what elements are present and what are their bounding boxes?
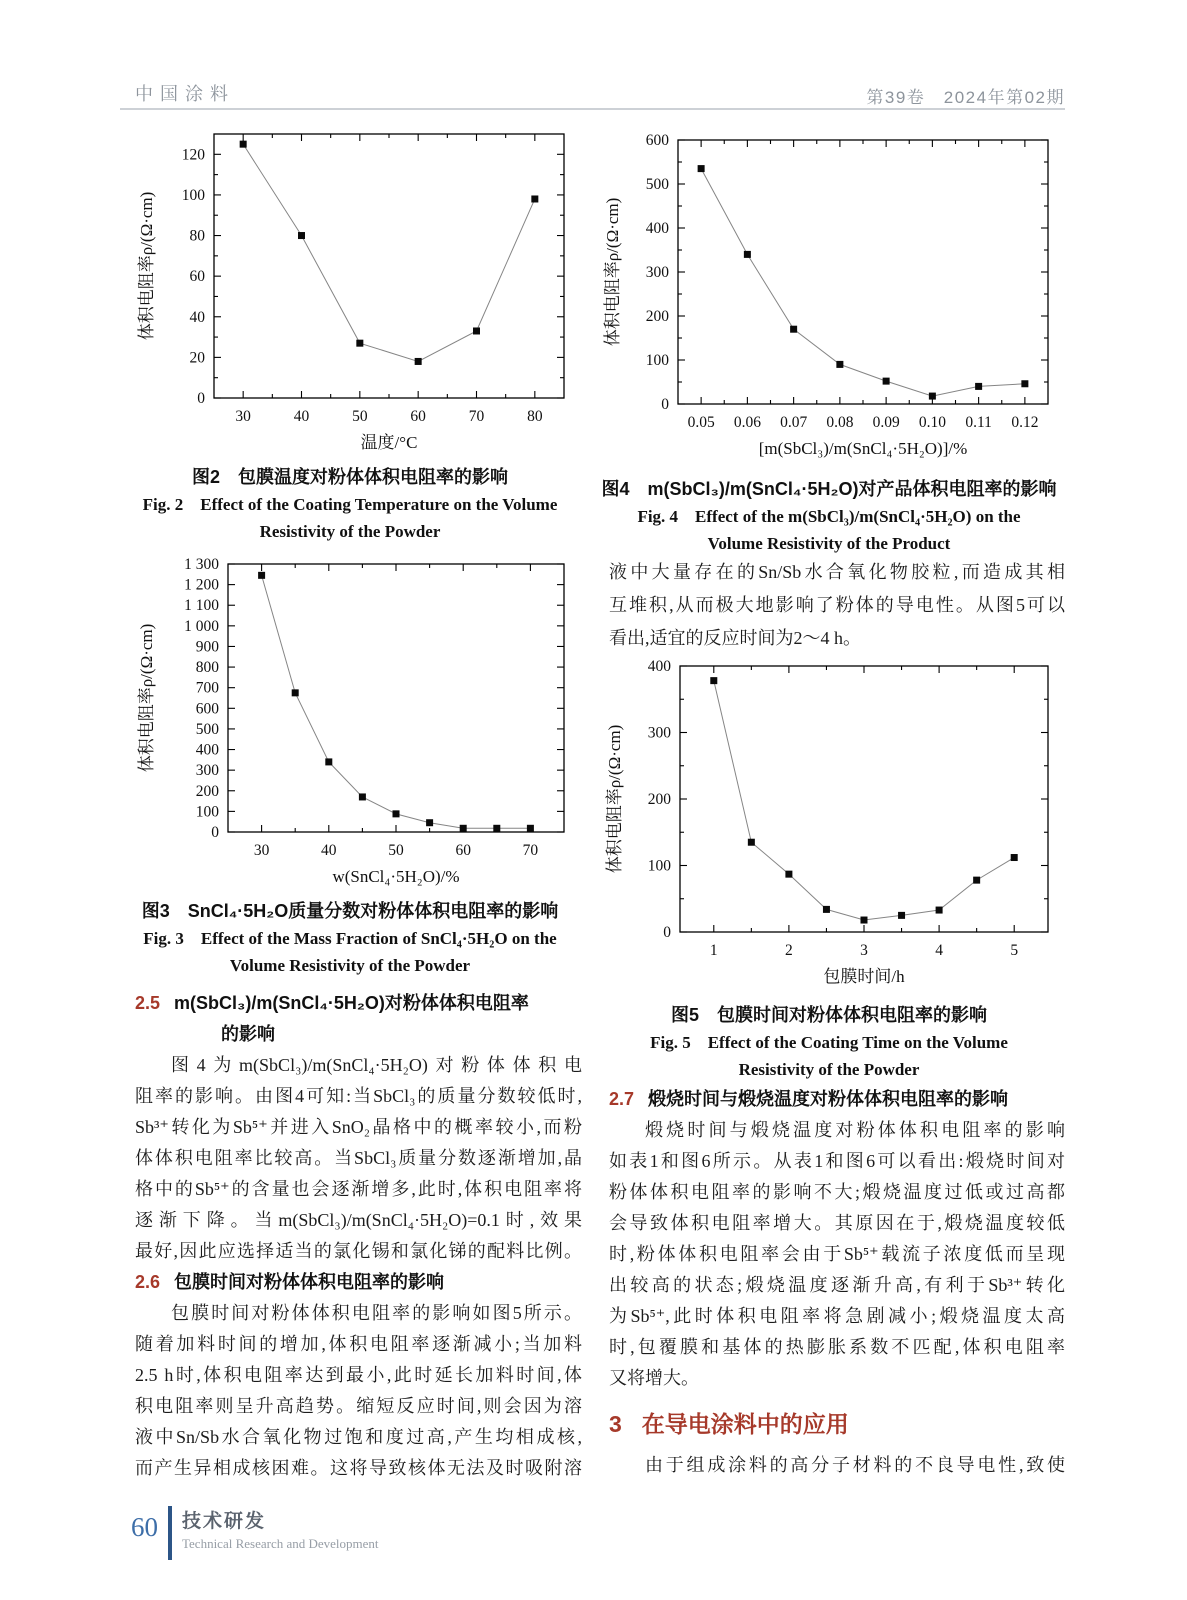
section-2-6-number: 2.6: [135, 1272, 161, 1292]
footer-section-en: Technical Research and Development: [182, 1536, 379, 1551]
svg-text:4: 4: [935, 942, 943, 959]
svg-text:0.09: 0.09: [872, 414, 900, 431]
fig3-caption-zh: 图3 SnCl₄·5H₂O质量分数对粉体体积电阻率的影响: [141, 901, 559, 921]
fig5-caption-en2: Resistivity of the Powder: [738, 1060, 920, 1079]
section-2-7-title: 煅烧时间与煅烧温度对粉体体积电阻率的影响: [648, 1089, 1009, 1109]
text-line: 出较高的状态;煅烧温度逐渐升高,有利于Sb³⁺转化: [609, 1275, 1065, 1295]
svg-text:50: 50: [352, 408, 368, 425]
text-line: 图4为m(SbCl₃)/m(SnCl₄·5H₂O)对粉体体积电: [171, 1055, 582, 1075]
svg-text:体积电阻率ρ/(Ω·cm): 体积电阻率ρ/(Ω·cm): [137, 191, 156, 341]
fig4-line-chart: [596, 126, 1064, 468]
svg-text:40: 40: [321, 842, 337, 859]
svg-text:1 100: 1 100: [184, 597, 219, 615]
svg-text:w(SnCl₄·5H₂O)/%: w(SnCl₄·5H₂O)/%: [332, 867, 460, 886]
fig2-caption-en1: Fig. 2 Effect of the Coating Temperature on the Volume: [142, 495, 558, 514]
svg-text:[m(SbCl₃)/m(SnCl₄·5H₂O)]/%: [m(SbCl₃)/m(SnCl₄·5H₂O)]/%: [758, 439, 968, 458]
text-line: 液中大量存在的Sn/Sb水合氧化物胶粒,而造成其相: [609, 562, 1065, 582]
fig5-caption: [590, 1002, 1068, 1083]
svg-text:70: 70: [522, 842, 539, 859]
journal-title: 中国涂料: [135, 84, 235, 104]
fig3-caption-en1: Fig. 3 Effect of the Mass Fraction of SnCl₄·5H₂O on the: [143, 929, 557, 948]
section-2-7-heading: [609, 1084, 1065, 1115]
svg-text:1 300: 1 300: [184, 556, 219, 573]
svg-text:0.07: 0.07: [780, 414, 808, 431]
svg-text:100: 100: [645, 352, 669, 369]
svg-text:200: 200: [645, 308, 669, 325]
text-line: 而产生异相成核困难。这将导致核体无法及时吸附溶: [135, 1458, 582, 1478]
section-2-6-title: 包膜时间对粉体体积电阻率的影响: [174, 1272, 445, 1292]
text-line: 为Sb⁵⁺,此时体积电阻率将急剧减小;煅烧温度太高: [609, 1306, 1065, 1326]
svg-text:70: 70: [468, 408, 485, 425]
svg-text:40: 40: [189, 308, 205, 326]
text-line: 互堆积,从而极大地影响了粉体的导电性。从图5可以: [609, 595, 1065, 615]
section-2-5-title-line2: 的影响: [221, 1024, 275, 1044]
text-line: 时,包覆膜和基体的热膨胀系数不匹配,体积电阻率: [609, 1337, 1065, 1357]
svg-text:0.05: 0.05: [687, 414, 715, 431]
svg-text:0: 0: [197, 390, 205, 407]
page-number: 60: [131, 1512, 158, 1542]
svg-text:0: 0: [211, 824, 219, 841]
svg-text:900: 900: [195, 638, 219, 656]
svg-text:60: 60: [455, 842, 471, 859]
text-line: 由于组成涂料的高分子材料的不良导电性,致使: [645, 1455, 1065, 1475]
paragraph-2-5: [135, 1050, 582, 1267]
fig2-caption-en2: Resistivity of the Powder: [259, 522, 441, 541]
paragraph-2-6: [135, 1298, 582, 1484]
svg-text:0: 0: [663, 924, 671, 941]
fig3-caption: [120, 898, 580, 979]
svg-text:2: 2: [785, 942, 793, 959]
svg-text:600: 600: [195, 700, 219, 718]
svg-text:体积电阻率ρ/(Ω·cm): 体积电阻率ρ/(Ω·cm): [137, 623, 156, 773]
svg-text:100: 100: [647, 857, 671, 875]
header-rule: [120, 108, 1065, 110]
text-line: 逐渐下降。当m(SbCl₃)/m(SnCl₄·5H₂O)=0.1时,效果: [135, 1210, 582, 1230]
text-line: 看出,适宜的反应时间为2～4 h。: [609, 628, 861, 648]
section-2-6-heading: [135, 1267, 582, 1298]
text-line: 最好,因此应选择适当的氯化锡和氯化锑的配料比例。: [135, 1241, 582, 1261]
fig5-caption-en1: Fig. 5 Effect of the Coating Time on the Volume: [650, 1033, 1008, 1052]
footer-section-zh: 技术研发: [182, 1511, 267, 1532]
section-3-heading: [609, 1406, 1065, 1442]
section-3-number: 3: [609, 1411, 622, 1437]
text-line: 会导致体积电阻率增大。其原因在于,煅烧温度较低: [609, 1213, 1065, 1233]
text-line: 时,粉体体积电阻率会由于Sb⁵⁺载流子浓度低而呈现: [609, 1244, 1065, 1264]
text-line: 随着加料时间的增加,体积电阻率逐渐减小;当加料: [135, 1334, 582, 1354]
svg-text:体积电阻率ρ/(Ω·cm): 体积电阻率ρ/(Ω·cm): [603, 197, 622, 347]
text-line: Sb³⁺转化为Sb⁵⁺并进入SnO₂晶格中的概率较小,而粉: [135, 1117, 582, 1137]
svg-text:50: 50: [388, 842, 404, 859]
svg-text:1 000: 1 000: [184, 617, 219, 635]
text-line: 体体积电阻率比较高。当SbCl₃质量分数逐渐增加,晶: [135, 1148, 582, 1168]
svg-text:500: 500: [645, 176, 669, 193]
text-line: 又将增大。: [609, 1368, 699, 1388]
svg-text:60: 60: [189, 268, 205, 286]
text-line: 积电阻率则呈升高趋势。缩短反应时间,则会因为溶: [135, 1396, 582, 1416]
svg-text:80: 80: [189, 227, 205, 245]
svg-text:800: 800: [195, 659, 219, 677]
svg-text:3: 3: [860, 942, 868, 959]
section-2-5-number: 2.5: [135, 993, 161, 1013]
section-2-7-number: 2.7: [609, 1089, 635, 1109]
svg-text:40: 40: [293, 408, 310, 425]
svg-text:600: 600: [645, 132, 669, 149]
text-line: 2.5 h时,体积电阻率达到最小,此时延长加料时间,体: [135, 1365, 582, 1385]
section-2-5-title: m(SbCl₃)/m(SnCl₄·5H₂O)对粉体体积电阻率: [174, 993, 529, 1013]
svg-text:300: 300: [647, 724, 671, 742]
left-column-text: [135, 988, 582, 1484]
svg-text:温度/°C: 温度/°C: [360, 433, 418, 452]
fig2-line-chart: [126, 122, 578, 460]
paragraph-right-continuation: [609, 556, 1065, 655]
section-2-5-heading: [135, 988, 582, 1019]
svg-text:30: 30: [235, 408, 251, 425]
svg-text:400: 400: [195, 741, 219, 759]
svg-text:60: 60: [410, 408, 426, 425]
svg-text:700: 700: [195, 679, 219, 697]
text-line: 液中Sn/Sb水合氧化物过饱和度过高,产生均相成核,: [135, 1427, 582, 1447]
svg-text:500: 500: [195, 720, 219, 738]
svg-text:20: 20: [189, 349, 205, 367]
svg-text:0.08: 0.08: [826, 414, 854, 431]
svg-text:100: 100: [195, 803, 219, 821]
footer-divider-bar: [168, 1506, 172, 1560]
fig4-caption: [590, 476, 1068, 557]
fig2-caption-zh: 图2 包膜温度对粉体体积电阻率的影响: [191, 467, 508, 487]
fig4-caption-en1: Fig. 4 Effect of the m(SbCl₃)/m(SnCl₄·5H₂O) on the: [637, 507, 1021, 526]
paragraph-3: [609, 1450, 1065, 1481]
svg-text:0.11: 0.11: [965, 414, 992, 431]
svg-text:0.12: 0.12: [1011, 414, 1039, 431]
fig3-line-chart: [126, 552, 578, 894]
svg-text:0.06: 0.06: [733, 414, 761, 431]
fig2-caption: [120, 464, 580, 545]
svg-text:400: 400: [647, 658, 671, 675]
svg-text:80: 80: [527, 408, 543, 425]
issue-info: 第39卷 2024年第02期: [866, 88, 1065, 107]
svg-text:30: 30: [253, 842, 270, 859]
svg-text:0: 0: [661, 396, 669, 413]
svg-text:0.10: 0.10: [918, 414, 946, 431]
fig5-line-chart: [596, 652, 1064, 996]
svg-text:300: 300: [645, 264, 669, 281]
fig4-caption-en2: Volume Resistivity of the Product: [707, 534, 951, 553]
fig5-caption-zh: 图5 包膜时间对粉体体积电阻率的影响: [670, 1005, 987, 1025]
svg-text:200: 200: [647, 791, 671, 808]
svg-text:1 200: 1 200: [184, 576, 219, 594]
svg-text:100: 100: [181, 186, 205, 204]
text-line: 阻率的影响。由图4可知:当SbCl₃的质量分数较低时,: [135, 1086, 582, 1106]
text-line: 包膜时间对粉体体积电阻率的影响如图5所示。: [171, 1303, 582, 1323]
fig4-caption-zh: 图4 m(SbCl₃)/m(SnCl₄·5H₂O)对产品体积电阻率的影响: [601, 479, 1057, 499]
svg-text:1: 1: [709, 942, 718, 959]
svg-text:400: 400: [645, 220, 669, 237]
right-column-text: [609, 1084, 1065, 1481]
fig3-caption-en2: Volume Resistivity of the Powder: [229, 956, 471, 975]
text-line: 格中的Sb⁵⁺的含量也会逐渐增多,此时,体积电阻率将: [135, 1179, 582, 1199]
text-line: 粉体体积电阻率的影响不大;煅烧温度过低或过高都: [609, 1182, 1065, 1202]
text-line: 煅烧时间与煅烧温度对粉体体积电阻率的影响: [645, 1120, 1065, 1140]
paragraph-2-7: [609, 1115, 1065, 1394]
section-3-title: 在导电涂料中的应用: [641, 1411, 849, 1437]
svg-text:体积电阻率ρ/(Ω·cm): 体积电阻率ρ/(Ω·cm): [605, 724, 624, 874]
svg-text:300: 300: [195, 762, 219, 780]
svg-text:包膜时间/h: 包膜时间/h: [823, 967, 905, 986]
text-line: 如表1和图6所示。从表1和图6可以看出:煅烧时间对: [609, 1151, 1065, 1171]
svg-text:5: 5: [1010, 942, 1019, 959]
svg-text:120: 120: [181, 146, 205, 164]
svg-text:200: 200: [195, 782, 219, 800]
